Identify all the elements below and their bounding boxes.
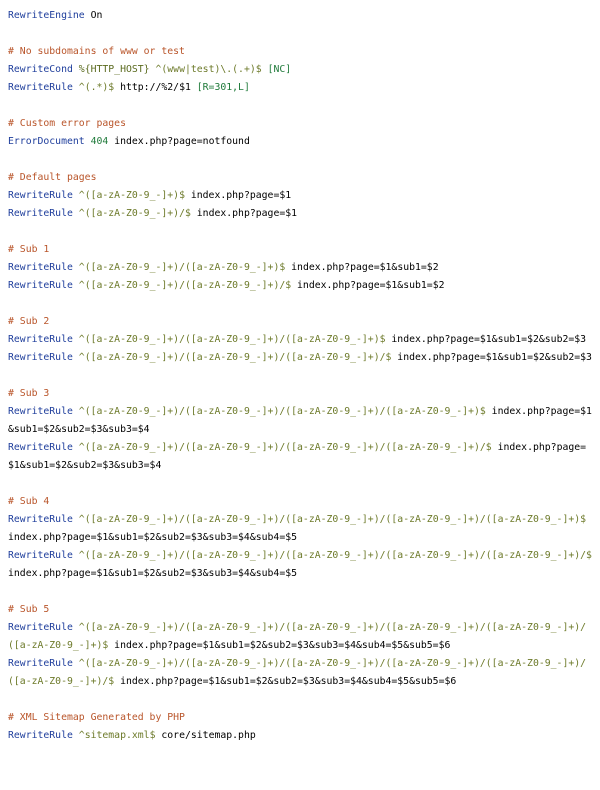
token-pattern: ^([a-zA-Z0-9_-]+)/([a-zA-Z0-9_-]+)/([a-zA-Z0-9_-]+)/([a-zA-Z0-9_-]+)/([a-zA-Z0-9_-]+)/$ xyxy=(78,550,592,561)
token-comment: # XML Sitemap Generated by PHP xyxy=(8,712,185,723)
code-comment-line xyxy=(8,43,592,61)
token-pattern: ^([a-zA-Z0-9_-]+)/([a-zA-Z0-9_-]+)/$ xyxy=(78,280,292,291)
code-line xyxy=(8,259,592,277)
token-comment: # Sub 5 xyxy=(8,604,50,615)
code-line xyxy=(8,547,598,583)
blank-line xyxy=(8,583,592,601)
token-target: index.php?page=$1&sub1=$2&sub2=$3&sub3=$4&sub4=$5&sub5=$6 xyxy=(114,676,457,687)
code-line xyxy=(8,655,592,691)
code-comment-line xyxy=(8,313,592,331)
code-comment-line xyxy=(8,385,592,403)
token-directive: RewriteEngine xyxy=(8,10,85,21)
token-target: index.php?page=$1&sub1=$2 xyxy=(285,262,439,273)
token-flag: 404 xyxy=(90,136,109,147)
token-target: index.php?page=$1&sub1=$2&sub2=$3 xyxy=(385,334,587,345)
token-directive: RewriteRule xyxy=(8,82,73,93)
token-pattern: ^([a-zA-Z0-9_-]+)$ xyxy=(78,190,185,201)
blank-line xyxy=(8,25,592,43)
token-target: index.php?page=$1&sub1=$2 xyxy=(291,280,445,291)
code-line xyxy=(8,439,592,475)
code-line xyxy=(8,511,592,547)
code-comment-line xyxy=(8,169,592,187)
token-directive: RewriteRule xyxy=(8,442,73,453)
token-directive: RewriteCond xyxy=(8,64,73,75)
token-pattern: ^([a-zA-Z0-9_-]+)/([a-zA-Z0-9_-]+)/([a-zA-Z0-9_-]+)/([a-zA-Z0-9_-]+)/([a-zA-Z0-9_-]+)/([a-zA-Z0-9_-]+)$ xyxy=(8,622,587,651)
code-line xyxy=(8,331,592,349)
blank-line xyxy=(8,475,592,493)
token-comment: # Sub 4 xyxy=(8,496,50,507)
code-comment-line xyxy=(8,493,592,511)
token-flag: [NC] xyxy=(267,64,292,75)
blank-line xyxy=(8,151,592,169)
token-flag: [R=301,L] xyxy=(196,82,250,93)
token-comment: # Default pages xyxy=(8,172,97,183)
token-directive: RewriteRule xyxy=(8,334,73,345)
code-comment-line xyxy=(8,709,592,727)
code-comment-line xyxy=(8,601,592,619)
token-pattern: ^([a-zA-Z0-9_-]+)/([a-zA-Z0-9_-]+)/([a-zA-Z0-9_-]+)/([a-zA-Z0-9_-]+)/$ xyxy=(78,442,492,453)
token-comment: # Sub 2 xyxy=(8,316,50,327)
token-directive: RewriteRule xyxy=(8,658,73,669)
token-target: index.php?page=$1 xyxy=(190,208,298,219)
token-target: index.php?page=$1&sub1=$2&sub2=$3 xyxy=(391,352,592,363)
token-directive: ErrorDocument xyxy=(8,136,85,147)
token-pattern: ^([a-zA-Z0-9_-]+)/([a-zA-Z0-9_-]+)/([a-zA-Z0-9_-]+)/([a-zA-Z0-9_-]+)$ xyxy=(78,406,486,417)
token-target: On xyxy=(84,10,103,21)
token-target: index.php?page=$1&sub1=$2&sub2=$3&sub3=$4 xyxy=(8,406,592,435)
blank-line xyxy=(8,691,592,709)
token-target: index.php?page=$1&sub1=$2&sub2=$3&sub3=$4&sub4=$5 xyxy=(8,514,592,543)
token-pattern: ^(.*)$ xyxy=(78,82,115,93)
code-line xyxy=(8,133,592,151)
token-pattern: ^([a-zA-Z0-9_-]+)/$ xyxy=(78,208,191,219)
blank-line xyxy=(8,223,592,241)
token-directive: RewriteRule xyxy=(8,352,73,363)
token-directive: RewriteRule xyxy=(8,514,73,525)
blank-line xyxy=(8,295,592,313)
token-pattern: ^([a-zA-Z0-9_-]+)/([a-zA-Z0-9_-]+)/([a-zA-Z0-9_-]+)$ xyxy=(78,334,386,345)
code-line xyxy=(8,403,592,439)
blank-line xyxy=(8,97,592,115)
code-comment-line xyxy=(8,115,592,133)
token-pattern: ^([a-zA-Z0-9_-]+)/([a-zA-Z0-9_-]+)/([a-zA-Z0-9_-]+)/([a-zA-Z0-9_-]+)/([a-zA-Z0-9_-]+)/([a-zA-Z0-9_-]+)/$ xyxy=(8,658,587,687)
token-comment: # Sub 1 xyxy=(8,244,50,255)
token-target: http://%2/$1 xyxy=(114,82,197,93)
token-directive: RewriteRule xyxy=(8,208,73,219)
code-comment-line xyxy=(8,241,592,259)
token-target: index.php?page=notfound xyxy=(108,136,250,147)
token-pattern: ^(www|test)\.(.+)$ xyxy=(155,64,262,75)
token-directive: RewriteRule xyxy=(8,190,73,201)
token-pattern: ^([a-zA-Z0-9_-]+)/([a-zA-Z0-9_-]+)/([a-zA-Z0-9_-]+)/$ xyxy=(78,352,392,363)
code-line xyxy=(8,727,592,745)
token-target: index.php?page=$1&sub1=$2&sub2=$3&sub3=$4 xyxy=(8,442,587,471)
token-comment: # Sub 3 xyxy=(8,388,50,399)
blank-line xyxy=(8,367,592,385)
token-comment: # No subdomains of www or test xyxy=(8,46,185,57)
code-line xyxy=(8,619,592,655)
token-target: core/sitemap.php xyxy=(155,730,256,741)
code-line xyxy=(8,205,592,223)
token-target: index.php?page=$1&sub1=$2&sub2=$3&sub3=$4&sub4=$5 xyxy=(8,550,598,579)
token-directive: RewriteRule xyxy=(8,280,73,291)
token-pattern: ^sitemap.xml$ xyxy=(78,730,156,741)
token-directive: RewriteRule xyxy=(8,262,73,273)
code-line xyxy=(8,79,592,97)
token-comment: # Custom error pages xyxy=(8,118,126,129)
token-directive: RewriteRule xyxy=(8,406,73,417)
token-directive: RewriteRule xyxy=(8,622,73,633)
code-line xyxy=(8,61,592,79)
token-directive: RewriteRule xyxy=(8,730,73,741)
token-pattern: ^([a-zA-Z0-9_-]+)/([a-zA-Z0-9_-]+)$ xyxy=(78,262,286,273)
token-directive: RewriteRule xyxy=(8,550,73,561)
code-line xyxy=(8,187,592,205)
token-pattern: ^([a-zA-Z0-9_-]+)/([a-zA-Z0-9_-]+)/([a-zA-Z0-9_-]+)/([a-zA-Z0-9_-]+)/([a-zA-Z0-9_-]+)$ xyxy=(78,514,587,525)
token-variable: %{HTTP_HOST} xyxy=(78,64,150,75)
code-line xyxy=(8,349,592,367)
code-line xyxy=(8,7,592,25)
token-target: index.php?page=$1&sub1=$2&sub2=$3&sub3=$4&sub4=$5&sub5=$6 xyxy=(108,640,451,651)
code-line xyxy=(8,277,592,295)
token-target: index.php?page=$1 xyxy=(184,190,292,201)
